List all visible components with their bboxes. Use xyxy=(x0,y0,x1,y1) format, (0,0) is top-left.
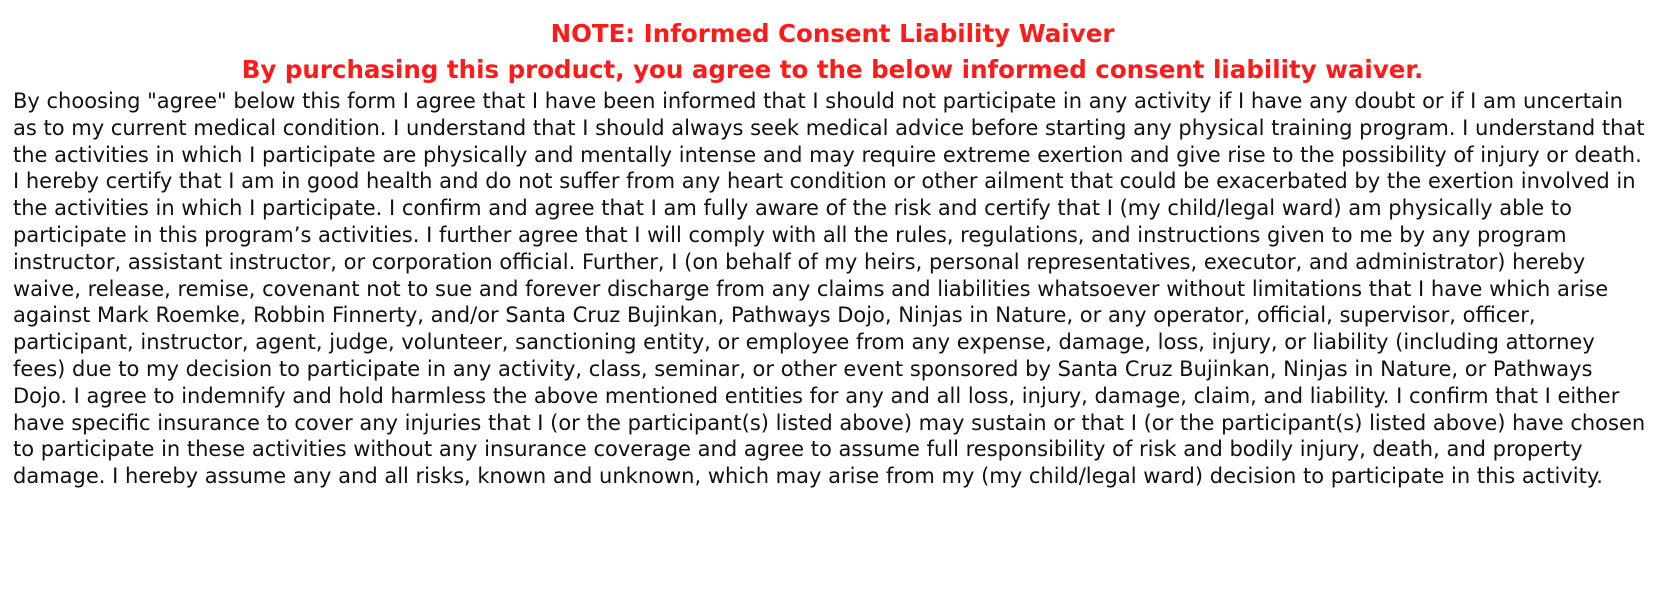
waiver-body: By choosing "agree" below this form I agree that I have been informed that I should not participate in any activity if I have any doubt or if I am uncertain as to my current medical condition. I understand that I should always seek medical advice before starting any physical training program. I understand that the activities in which I participate are physically and mentally intense and may require extreme exertion and give rise to the possibility of injury or death. I hereby certify that I am in good health and do not suffer from any heart condition or other ailment that could be exacerbated by the exertion involved in the activities in which I participate. I confirm and agree that I am fully aware of the risk and certify that I (my child/legal ward) am physically able to participate in this program’s activities. I further agree that I will comply with all the rules, regulations, and instructions given to me by any program instructor, assistant instructor, or corporation official. Further, I (on behalf of my heirs, personal representatives, executor, and administrator) hereby waive, release, remise, covenant not to sue and forever discharge from any claims and liabilities whatsoever without limitations that I have which arise against Mark Roemke, Robbin Finnerty, and/or Santa Cruz Bujinkan, Pathways Dojo, Ninjas in Nature, or any operator, official, supervisor, officer, participant, instructor, agent, judge, volunteer, sanctioning entity, or employee from any expense, damage, loss, injury, or liability (including attorney fees) due to my decision to participate in any activity, class, seminar, or other event sponsored by Santa Cruz Bujinkan, Ninjas in Nature, or Pathways Dojo. I agree to indemnify and hold harmless the above mentioned entities for any and all loss, injury, damage, claim, and liability. I confirm that I either have specific insurance to cover any injuries that I (or the participant(s) listed above) may sustain or that I (or the participant(s) listed above) have chosen to participate in these activities without any insurance coverage and agree to assume full responsibility of risk and bodily injury, death, and property damage. I hereby assume any and all risks, known and unknown, which may arise from my (my child/legal ward) decision to participate in this activity. xyxy=(13,89,1646,489)
waiver-title: NOTE: Informed Consent Liability Waiver xyxy=(550,19,1115,48)
waiver-subtitle: By purchasing this product, you agree to the below informed consent liability waiver. xyxy=(241,55,1424,84)
